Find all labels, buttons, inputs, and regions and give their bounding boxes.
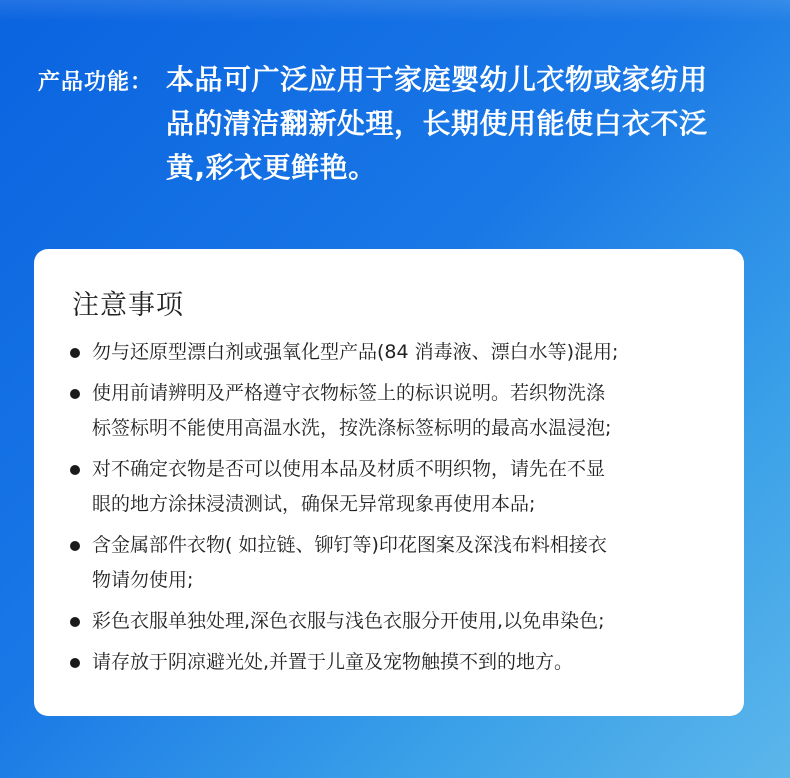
notice-item-line: 含金属部件衣物( 如拉链、铆钉等)印花图案及深浅布料相接衣 [92,534,607,556]
bullet-dot-icon [70,348,80,358]
notice-item [70,376,740,446]
notice-item-line: 标签标明不能使用高温水洗，按洗涤标签标明的最高水温浸泡; [92,417,612,439]
notice-item [70,452,740,522]
notice-item-line: 物请勿使用; [92,569,194,591]
product-function-line: 本品可广泛应用于家庭婴幼儿衣物或家纺用 [166,63,708,96]
bullet-dot-icon [70,465,80,475]
product-function-text [166,58,766,190]
notice-item [70,645,740,680]
notice-list [70,335,740,686]
bullet-dot-icon [70,541,80,551]
product-function-line: 黄,彩衣更鲜艳。 [166,151,377,184]
notice-item-line: 勿与还原型漂白剂或强氧化型产品(84 消毒液、漂白水等)混用; [92,341,619,363]
notice-card [34,249,744,716]
notice-item [70,604,740,639]
bullet-dot-icon [70,658,80,668]
product-function-line: 品的清洁翻新处理，长期使用能使白衣不泛 [166,107,708,140]
notice-item-line: 对不确定衣物是否可以使用本品及材质不明织物，请先在不显 [92,458,606,480]
notice-item [70,335,740,370]
notice-title: 注意事项 [72,290,184,321]
product-function-label: 产品功能： [38,70,154,95]
notice-item-line: 使用前请辨明及严格遵守衣物标签上的标识说明。若织物洗涤 [92,382,606,404]
notice-item [70,528,740,598]
bullet-dot-icon [70,389,80,399]
bullet-dot-icon [70,617,80,627]
notice-item-line: 彩色衣服单独处理,深色衣服与浅色衣服分开使用,以免串染色; [92,610,605,632]
notice-item-line: 请存放于阴凉避光处,并置于儿童及宠物触摸不到的地方。 [92,651,574,673]
top-sheen [0,0,790,22]
notice-item-line: 眼的地方涂抹浸渍测试，确保无异常现象再使用本品; [92,493,536,515]
